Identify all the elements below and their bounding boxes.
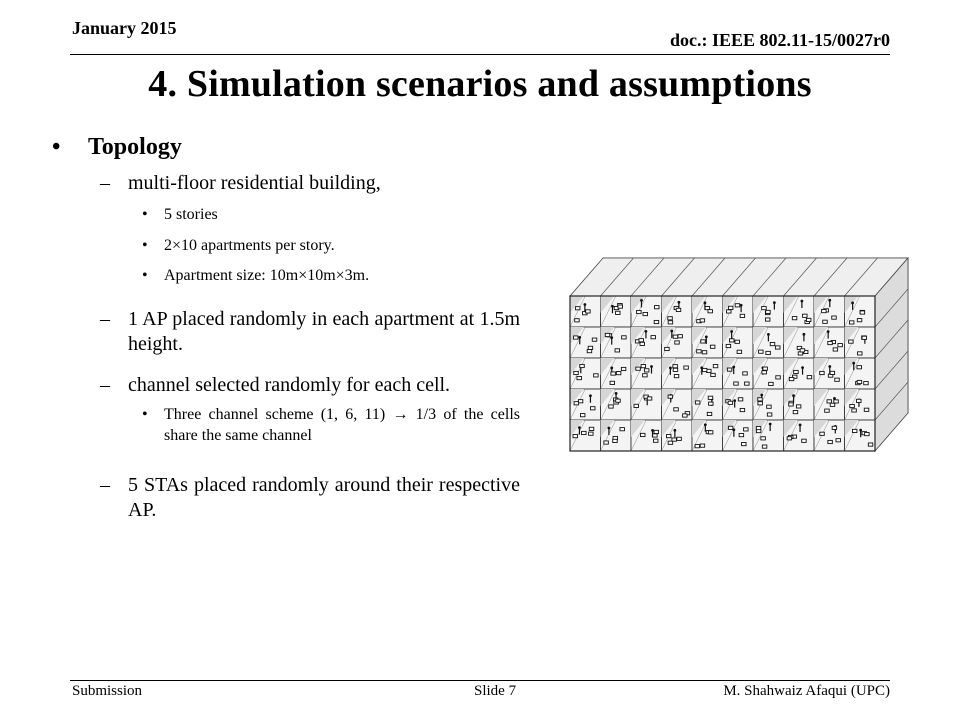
slide-content [50, 134, 520, 523]
bullet-stas [50, 473, 520, 523]
station-device-icon [711, 373, 716, 376]
bullet-text: channel selected randomly for each cell. [128, 373, 451, 396]
station-device-icon [776, 376, 781, 379]
slide-title: 4. Simulation scenarios and assumptions [148, 63, 812, 105]
ap-antenna-icon [852, 362, 855, 365]
station-device-icon [666, 435, 671, 438]
station-device-icon [820, 432, 825, 435]
station-device-icon [643, 374, 648, 377]
station-device-icon [727, 310, 732, 313]
station-device-icon [709, 402, 714, 405]
ap-antenna-icon [760, 394, 763, 397]
station-device-icon [580, 364, 585, 367]
bullet-text: 5 STAs placed randomly around their respective AP. [128, 473, 520, 521]
building-grid [570, 258, 908, 451]
station-device-icon [802, 439, 807, 442]
station-device-icon [615, 349, 620, 352]
footer-divider [70, 680, 890, 681]
ap-antenna-icon [640, 299, 643, 302]
station-device-icon [653, 434, 658, 437]
ap-antenna-icon [611, 305, 614, 308]
ap-antenna-icon [608, 427, 611, 430]
station-device-icon [589, 427, 594, 430]
station-device-icon [640, 433, 645, 436]
bullet-text: 1 AP placed randomly in each apartment at 1.5m height. [128, 307, 520, 355]
ap-antenna-icon [583, 303, 586, 306]
station-device-icon [654, 320, 659, 323]
sub-bullet-text: 5 stories [164, 206, 218, 223]
bullet-text: multi-floor residential building, [128, 172, 381, 194]
station-device-icon [803, 314, 808, 317]
station-device-icon [740, 314, 745, 317]
ap-antenna-icon [801, 300, 804, 303]
station-device-icon [762, 306, 767, 309]
station-device-icon [728, 306, 733, 309]
station-device-icon [640, 342, 645, 345]
sub-bullet-channel-scheme [50, 404, 520, 447]
station-device-icon [793, 411, 798, 414]
station-device-icon [852, 429, 857, 432]
station-device-icon [766, 310, 771, 313]
station-device-icon [849, 321, 854, 324]
station-device-icon [836, 439, 841, 442]
station-device-icon [728, 426, 733, 429]
header-doc-id: doc.: IEEE 802.11-15/0027r0 [669, 30, 890, 50]
ap-antenna-icon [578, 426, 581, 429]
station-device-icon [739, 434, 744, 437]
station-device-icon [574, 336, 579, 339]
station-device-icon [744, 428, 749, 431]
sub-bullet-apartments [50, 235, 520, 257]
station-device-icon [827, 400, 832, 403]
station-device-icon [610, 381, 615, 384]
station-device-icon [653, 439, 658, 442]
sub-bullet-size [50, 265, 520, 287]
station-device-icon [701, 340, 706, 343]
station-device-icon [654, 430, 659, 433]
station-device-icon [833, 348, 838, 351]
station-device-icon [769, 382, 774, 385]
station-device-icon [713, 365, 718, 368]
station-device-icon [674, 375, 679, 378]
station-device-icon [730, 339, 735, 342]
station-device-icon [728, 401, 733, 404]
station-device-icon [668, 395, 673, 398]
station-device-icon [613, 439, 618, 442]
station-device-icon [695, 401, 700, 404]
ap-antenna-icon [610, 367, 613, 370]
station-device-icon [787, 437, 792, 440]
station-device-icon [575, 307, 580, 310]
station-device-icon [582, 431, 587, 434]
station-device-icon [726, 344, 731, 347]
station-device-icon [762, 445, 767, 448]
station-device-icon [708, 396, 713, 399]
station-device-icon [616, 372, 621, 375]
station-device-icon [588, 346, 593, 349]
station-device-icon [825, 409, 830, 412]
station-device-icon [618, 305, 623, 308]
station-device-icon [594, 374, 599, 377]
footer-submission: Submission [72, 683, 143, 699]
station-device-icon [864, 408, 869, 411]
bullet-icon: • [142, 405, 148, 423]
station-device-icon [758, 402, 763, 405]
station-device-icon [700, 319, 705, 322]
station-device-icon [756, 426, 761, 429]
station-device-icon [641, 365, 646, 368]
ap-antenna-icon [669, 367, 672, 370]
station-device-icon [828, 440, 833, 443]
station-device-icon [702, 368, 707, 371]
ap-antenna-icon [678, 301, 681, 304]
station-device-icon [587, 350, 592, 353]
station-device-icon [676, 308, 681, 311]
ap-antenna-icon [740, 304, 743, 307]
station-device-icon [745, 382, 750, 385]
ap-antenna-icon [732, 366, 735, 369]
station-device-icon [708, 310, 713, 313]
station-device-icon [683, 414, 688, 417]
dash-icon: – [100, 473, 110, 496]
ap-antenna-icon [651, 429, 654, 432]
station-device-icon [647, 397, 652, 400]
station-device-icon [697, 350, 702, 353]
ap-antenna-icon [827, 330, 830, 333]
station-device-icon [735, 340, 740, 343]
station-device-icon [702, 351, 707, 354]
ap-antenna-icon [773, 301, 776, 304]
station-device-icon [580, 414, 585, 417]
station-device-icon [796, 405, 801, 408]
station-device-icon [794, 370, 799, 373]
header-divider [70, 54, 890, 55]
ap-antenna-icon [851, 301, 854, 304]
station-device-icon [620, 428, 625, 431]
topology-heading: Topology [88, 134, 182, 160]
station-device-icon [665, 347, 670, 350]
station-device-icon [577, 376, 582, 379]
station-device-icon [611, 372, 616, 375]
station-device-icon [820, 371, 825, 374]
station-device-icon [806, 318, 811, 321]
station-device-icon [700, 444, 705, 447]
ap-antenna-icon [589, 394, 592, 397]
station-device-icon [852, 409, 857, 412]
sub-bullet-text: 2×10 apartments per story. [164, 236, 335, 254]
station-device-icon [673, 335, 678, 338]
station-device-icon [616, 311, 621, 314]
ap-antenna-icon [828, 299, 831, 302]
station-device-icon [740, 408, 745, 411]
station-device-icon [672, 438, 677, 441]
station-device-icon [832, 426, 837, 429]
ap-antenna-icon [801, 366, 804, 369]
station-device-icon [710, 345, 715, 348]
bullet-channel [50, 373, 520, 398]
station-device-icon [849, 340, 854, 343]
station-device-icon [644, 369, 649, 372]
station-device-icon [575, 319, 579, 322]
station-device-icon [684, 366, 689, 369]
ap-antenna-icon [767, 333, 770, 336]
station-device-icon [850, 404, 855, 407]
ap-antenna-icon [704, 301, 707, 304]
dash-icon: – [100, 172, 110, 194]
header-date: January 2015 [72, 18, 177, 38]
ap-antenna-icon [645, 330, 648, 333]
station-device-icon [864, 382, 869, 385]
station-device-icon [765, 318, 770, 321]
station-device-icon [766, 351, 771, 354]
station-device-icon [605, 333, 610, 336]
station-device-icon [762, 371, 767, 374]
ap-antenna-icon [670, 330, 673, 333]
ap-antenna-icon [705, 336, 708, 339]
station-device-icon [770, 342, 775, 345]
station-device-icon [759, 350, 764, 353]
bullet-icon: • [142, 267, 148, 285]
station-device-icon [758, 398, 763, 401]
station-device-icon [678, 335, 683, 338]
ap-antenna-icon [769, 423, 772, 426]
dash-icon: – [100, 373, 110, 396]
station-device-icon [673, 365, 678, 368]
station-device-icon [695, 445, 700, 448]
dash-icon: – [100, 307, 110, 330]
station-device-icon [830, 403, 835, 406]
station-device-icon [668, 321, 673, 324]
station-device-icon [865, 432, 870, 435]
bullet-icon: • [142, 206, 148, 223]
station-device-icon [775, 346, 780, 349]
ap-antenna-icon [704, 423, 707, 426]
station-device-icon [807, 376, 812, 379]
station-device-icon [574, 402, 579, 405]
ap-antenna-icon [828, 365, 831, 368]
station-device-icon [858, 352, 863, 355]
station-device-icon [673, 368, 678, 371]
bullet-building [50, 171, 520, 196]
station-device-icon [592, 338, 597, 341]
ap-antenna-icon [733, 399, 736, 402]
building-diagram [560, 254, 910, 484]
station-device-icon [742, 443, 747, 446]
station-device-icon [767, 405, 772, 408]
station-device-icon [738, 398, 743, 401]
station-device-icon [767, 413, 772, 416]
bullet-ap-placement [50, 307, 520, 357]
station-device-icon [832, 316, 837, 319]
station-device-icon [574, 371, 579, 374]
ap-antenna-icon [615, 392, 618, 395]
sub-bullet-text: Apartment size: 10m×10m×3m. [164, 267, 370, 285]
station-device-icon [621, 367, 626, 370]
station-device-icon [735, 304, 740, 307]
station-device-icon [634, 404, 639, 407]
station-device-icon [674, 408, 679, 411]
station-device-icon [677, 437, 682, 440]
station-device-icon [616, 399, 621, 402]
station-device-icon [860, 311, 865, 314]
station-device-icon [835, 378, 840, 381]
station-device-icon [857, 366, 862, 369]
sub-bullet-stories [50, 204, 520, 226]
station-device-icon [609, 405, 614, 408]
station-device-icon [622, 336, 627, 339]
station-device-icon [868, 443, 873, 446]
ap-antenna-icon [859, 429, 862, 432]
station-device-icon [823, 320, 828, 323]
station-device-icon [604, 441, 609, 444]
station-device-icon [737, 350, 742, 353]
ap-antenna-icon [799, 424, 802, 427]
station-device-icon [734, 382, 739, 385]
station-device-icon [857, 380, 862, 383]
ap-antenna-icon [578, 336, 581, 339]
station-device-icon [789, 403, 794, 406]
station-device-icon [789, 377, 794, 380]
station-device-icon [651, 336, 656, 339]
station-device-icon [655, 306, 660, 309]
station-device-icon [763, 367, 768, 370]
ap-antenna-icon [730, 330, 733, 333]
station-device-icon [857, 399, 862, 402]
station-device-icon [643, 312, 648, 315]
station-device-icon [586, 310, 591, 313]
ap-antenna-icon [833, 397, 836, 400]
station-device-icon [675, 341, 680, 344]
sub-bullet-text: Three channel scheme (1, 6, 11) → 1/3 of the cells share the same channel [164, 405, 520, 445]
ap-antenna-icon [803, 333, 806, 336]
station-device-icon [591, 407, 596, 410]
station-device-icon [727, 368, 732, 371]
bullet-topology [50, 134, 520, 161]
station-device-icon [761, 437, 766, 440]
station-device-icon [838, 344, 843, 347]
station-device-icon [792, 317, 797, 320]
station-device-icon [639, 339, 644, 342]
station-device-icon [830, 371, 835, 374]
station-device-icon [708, 431, 713, 434]
station-device-icon [637, 310, 642, 313]
footer-author: M. Shahwaiz Afaqui (UPC) [723, 683, 890, 699]
station-device-icon [828, 341, 833, 344]
footer-slide-number: Slide 7 [474, 683, 517, 699]
station-device-icon [668, 317, 673, 320]
station-device-icon [862, 336, 867, 339]
station-device-icon [636, 367, 641, 370]
ap-antenna-icon [650, 365, 653, 368]
ap-antenna-icon [673, 429, 676, 432]
station-device-icon [822, 309, 827, 312]
ap-antenna-icon [792, 394, 795, 397]
station-device-icon [857, 319, 862, 322]
bullet-icon: • [142, 236, 148, 254]
station-device-icon [589, 432, 594, 435]
bullet-icon: • [52, 134, 61, 160]
station-device-icon [743, 372, 748, 375]
station-device-icon [707, 412, 712, 415]
station-device-icon [834, 400, 839, 403]
station-device-icon [800, 349, 805, 352]
station-device-icon [573, 435, 578, 438]
